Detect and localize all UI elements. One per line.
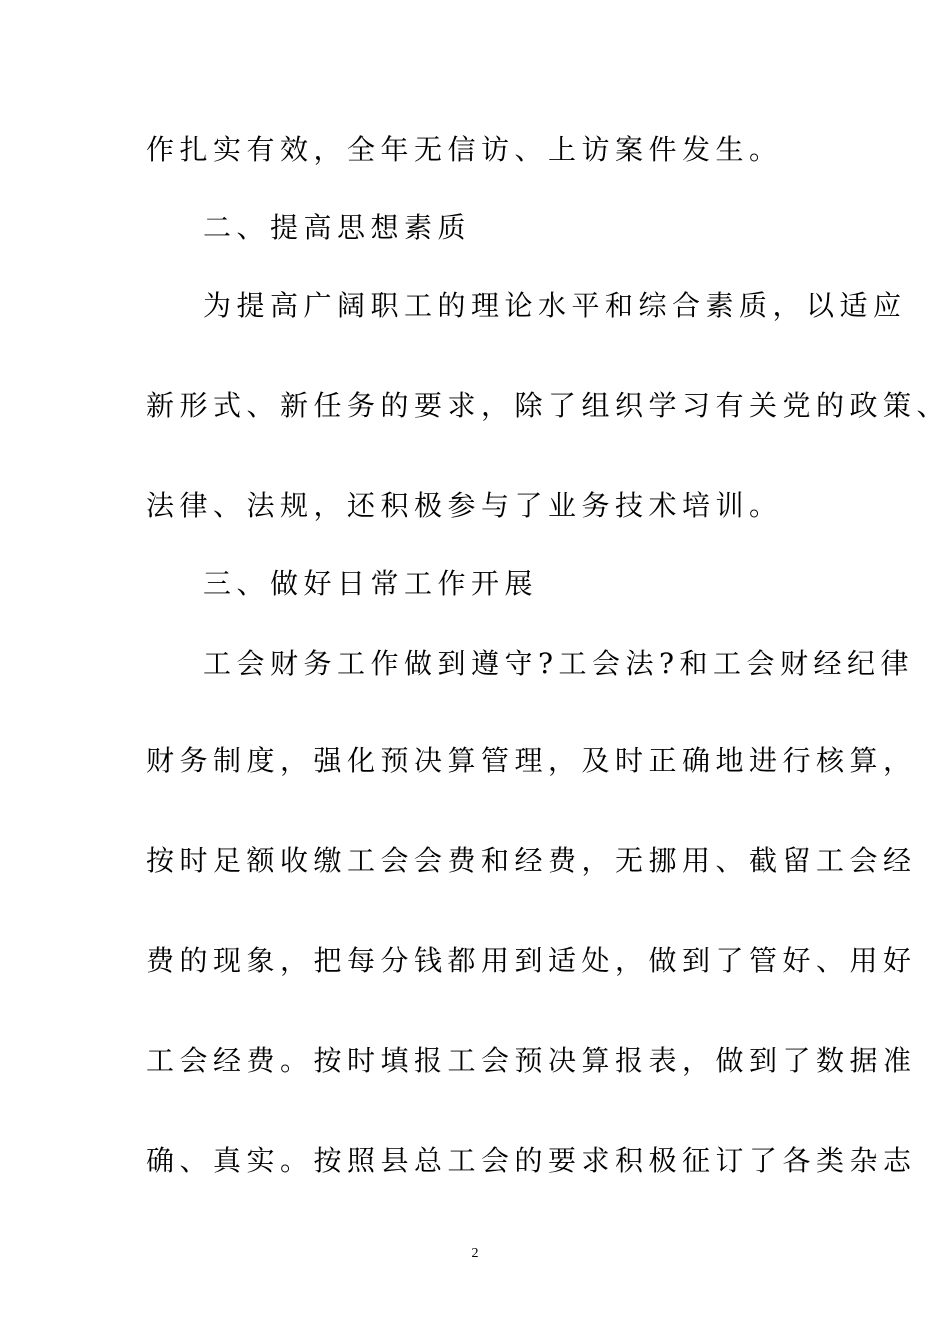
body-text-line: 工会经费。按时填报工会预决算报表，做到了数据准 xyxy=(146,1044,917,1077)
body-text-line: 按时足额收缴工会会费和经费，无挪用、截留工会经 xyxy=(146,844,917,877)
body-text-line: 确、真实。按照县总工会的要求积极征订了各类杂志 xyxy=(146,1144,917,1177)
body-text-line: 新形式、新任务的要求，除了组织学习有关党的政策、 xyxy=(146,389,950,422)
page-number: 2 xyxy=(471,1246,479,1261)
body-text-line: 工会财务工作做到遵守?工会法?和工会财经纪律 xyxy=(203,647,915,680)
body-text-line: 财务制度，强化预决算管理，及时正确地进行核算， xyxy=(146,744,917,777)
body-text-line: 作扎实有效，全年无信访、上访案件发生。 xyxy=(146,133,783,166)
body-text-line: 为提高广阔职工的理论水平和综合素质，以适应 xyxy=(203,289,907,322)
section-heading: 三、做好日常工作开展 xyxy=(203,567,539,600)
body-text-line: 费的现象，把每分钱都用到适处，做到了管好、用好 xyxy=(146,944,917,977)
section-heading: 二、提高思想素质 xyxy=(203,211,472,244)
body-text-line: 法律、法规，还积极参与了业务技术培训。 xyxy=(146,489,783,522)
